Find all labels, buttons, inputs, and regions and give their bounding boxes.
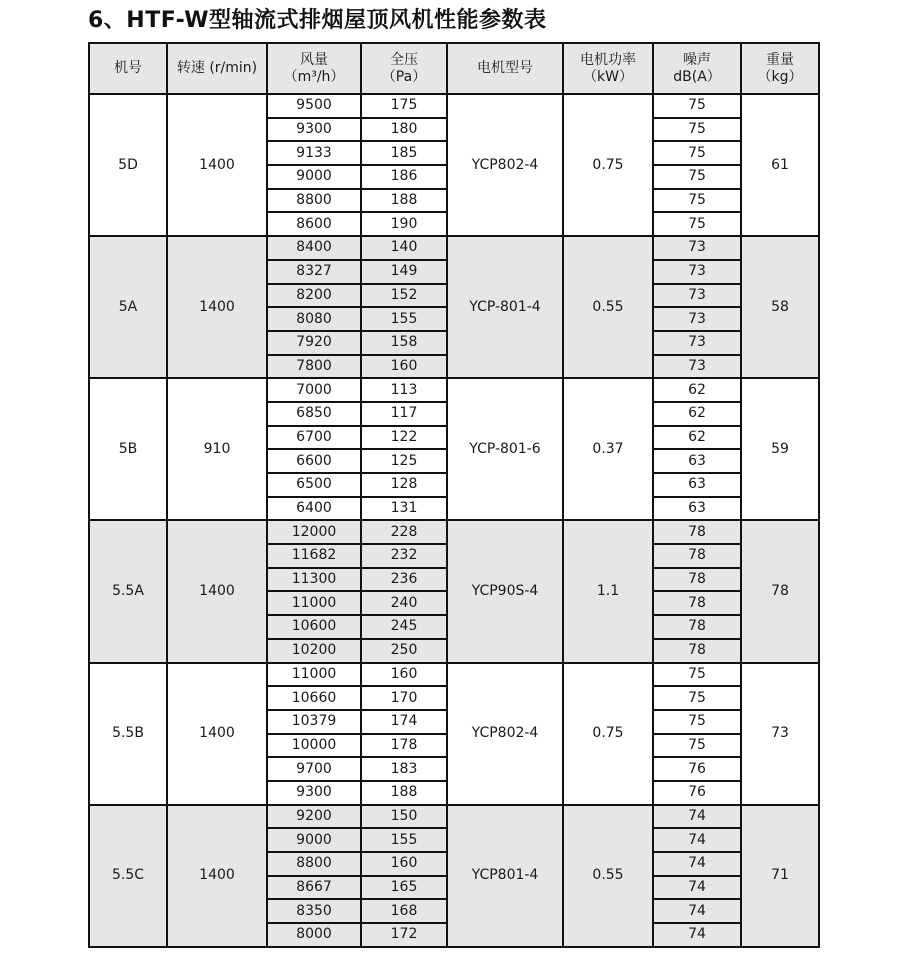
noise-cell: 78 [653, 520, 741, 544]
airflow-cell: 11682 [267, 544, 361, 568]
speed-cell: 1400 [167, 520, 267, 662]
airflow-cell: 12000 [267, 520, 361, 544]
pressure-cell: 250 [361, 639, 447, 663]
noise-cell: 73 [653, 331, 741, 355]
weight-cell: 73 [741, 663, 819, 805]
noise-cell: 75 [653, 212, 741, 236]
noise-cell: 62 [653, 426, 741, 450]
model-cell: 5.5A [89, 520, 167, 662]
noise-cell: 73 [653, 236, 741, 260]
airflow-cell: 10600 [267, 615, 361, 639]
header-noise: 噪声 dB(A） [653, 43, 741, 94]
noise-cell: 63 [653, 473, 741, 497]
table-row [89, 663, 819, 687]
airflow-cell: 9300 [267, 118, 361, 142]
pressure-cell: 155 [361, 307, 447, 331]
airflow-cell: 9300 [267, 781, 361, 805]
pressure-cell: 160 [361, 852, 447, 876]
table-row [89, 94, 819, 118]
pressure-cell: 150 [361, 805, 447, 829]
noise-cell: 63 [653, 497, 741, 521]
header-speed: 转速 (r/min) [167, 43, 267, 94]
pressure-cell: 240 [361, 591, 447, 615]
header-weight: 重量 （kg） [741, 43, 819, 94]
airflow-cell: 9200 [267, 805, 361, 829]
model-cell: 5.5B [89, 663, 167, 805]
airflow-cell: 8800 [267, 189, 361, 213]
noise-cell: 74 [653, 805, 741, 829]
airflow-cell: 8800 [267, 852, 361, 876]
weight-cell: 78 [741, 520, 819, 662]
airflow-cell: 9700 [267, 757, 361, 781]
airflow-cell: 9500 [267, 94, 361, 118]
noise-cell: 74 [653, 828, 741, 852]
airflow-cell: 9000 [267, 828, 361, 852]
airflow-cell: 8327 [267, 260, 361, 284]
page-title: 6、HTF-W型轴流式排烟屋顶风机性能参数表 [88, 8, 547, 33]
noise-cell: 75 [653, 686, 741, 710]
weight-cell: 61 [741, 94, 819, 236]
airflow-cell: 8600 [267, 212, 361, 236]
header-row [89, 43, 819, 94]
power-cell: 0.55 [563, 236, 653, 378]
noise-cell: 62 [653, 378, 741, 402]
pressure-cell: 172 [361, 923, 447, 947]
airflow-cell: 8200 [267, 284, 361, 308]
speed-cell: 1400 [167, 663, 267, 805]
noise-cell: 78 [653, 615, 741, 639]
weight-cell: 58 [741, 236, 819, 378]
noise-cell: 78 [653, 568, 741, 592]
header-model: 机号 [89, 43, 167, 94]
pressure-cell: 186 [361, 165, 447, 189]
pressure-cell: 128 [361, 473, 447, 497]
pressure-cell: 158 [361, 331, 447, 355]
pressure-cell: 170 [361, 686, 447, 710]
power-cell: 0.37 [563, 378, 653, 520]
pressure-cell: 149 [361, 260, 447, 284]
pressure-cell: 140 [361, 236, 447, 260]
noise-cell: 74 [653, 899, 741, 923]
pressure-cell: 178 [361, 734, 447, 758]
pressure-cell: 155 [361, 828, 447, 852]
noise-cell: 75 [653, 189, 741, 213]
noise-cell: 78 [653, 639, 741, 663]
noise-cell: 76 [653, 781, 741, 805]
noise-cell: 75 [653, 734, 741, 758]
pressure-cell: 188 [361, 781, 447, 805]
speed-cell: 1400 [167, 236, 267, 378]
noise-cell: 75 [653, 710, 741, 734]
power-cell: 0.55 [563, 805, 653, 947]
pressure-cell: 152 [361, 284, 447, 308]
airflow-cell: 7920 [267, 331, 361, 355]
table-row [89, 520, 819, 544]
pressure-cell: 185 [361, 141, 447, 165]
motor-cell: YCP90S-4 [447, 520, 563, 662]
model-cell: 5.5C [89, 805, 167, 947]
noise-cell: 75 [653, 165, 741, 189]
power-cell: 0.75 [563, 94, 653, 236]
weight-cell: 59 [741, 378, 819, 520]
pressure-cell: 165 [361, 876, 447, 900]
table-row [89, 378, 819, 402]
noise-cell: 78 [653, 591, 741, 615]
noise-cell: 73 [653, 355, 741, 379]
pressure-cell: 113 [361, 378, 447, 402]
motor-cell: YCP802-4 [447, 94, 563, 236]
airflow-cell: 7800 [267, 355, 361, 379]
airflow-cell: 11000 [267, 591, 361, 615]
noise-cell: 73 [653, 307, 741, 331]
airflow-cell: 6400 [267, 497, 361, 521]
pressure-cell: 236 [361, 568, 447, 592]
pressure-cell: 160 [361, 355, 447, 379]
model-cell: 5A [89, 236, 167, 378]
pressure-cell: 180 [361, 118, 447, 142]
pressure-cell: 228 [361, 520, 447, 544]
fan-performance-table [88, 42, 820, 948]
table-row [89, 805, 819, 829]
pressure-cell: 183 [361, 757, 447, 781]
noise-cell: 75 [653, 663, 741, 687]
noise-cell: 74 [653, 923, 741, 947]
speed-cell: 910 [167, 378, 267, 520]
pressure-cell: 174 [361, 710, 447, 734]
airflow-cell: 8350 [267, 899, 361, 923]
header-power: 电机功率 （kW） [563, 43, 653, 94]
noise-cell: 73 [653, 260, 741, 284]
airflow-cell: 8080 [267, 307, 361, 331]
airflow-cell: 9000 [267, 165, 361, 189]
airflow-cell: 8000 [267, 923, 361, 947]
airflow-cell: 10379 [267, 710, 361, 734]
airflow-cell: 8667 [267, 876, 361, 900]
pressure-cell: 122 [361, 426, 447, 450]
header-pressure: 全压 （Pa） [361, 43, 447, 94]
pressure-cell: 160 [361, 663, 447, 687]
airflow-cell: 10660 [267, 686, 361, 710]
noise-cell: 75 [653, 118, 741, 142]
airflow-cell: 11300 [267, 568, 361, 592]
airflow-cell: 9133 [267, 141, 361, 165]
pressure-cell: 245 [361, 615, 447, 639]
power-cell: 1.1 [563, 520, 653, 662]
noise-cell: 76 [653, 757, 741, 781]
airflow-cell: 10200 [267, 639, 361, 663]
motor-cell: YCP-801-4 [447, 236, 563, 378]
power-cell: 0.75 [563, 663, 653, 805]
airflow-cell: 6850 [267, 402, 361, 426]
airflow-cell: 6600 [267, 449, 361, 473]
motor-cell: YCP-801-6 [447, 378, 563, 520]
noise-cell: 63 [653, 449, 741, 473]
noise-cell: 75 [653, 94, 741, 118]
table-body [89, 94, 819, 947]
airflow-cell: 6500 [267, 473, 361, 497]
airflow-cell: 10000 [267, 734, 361, 758]
airflow-cell: 6700 [267, 426, 361, 450]
pressure-cell: 190 [361, 212, 447, 236]
motor-cell: YCP801-4 [447, 805, 563, 947]
model-cell: 5D [89, 94, 167, 236]
noise-cell: 74 [653, 852, 741, 876]
pressure-cell: 117 [361, 402, 447, 426]
airflow-cell: 7000 [267, 378, 361, 402]
header-motor: 电机型号 [447, 43, 563, 94]
airflow-cell: 11000 [267, 663, 361, 687]
pressure-cell: 131 [361, 497, 447, 521]
noise-cell: 62 [653, 402, 741, 426]
speed-cell: 1400 [167, 94, 267, 236]
model-cell: 5B [89, 378, 167, 520]
noise-cell: 74 [653, 876, 741, 900]
weight-cell: 71 [741, 805, 819, 947]
noise-cell: 75 [653, 141, 741, 165]
motor-cell: YCP802-4 [447, 663, 563, 805]
noise-cell: 78 [653, 544, 741, 568]
airflow-cell: 8400 [267, 236, 361, 260]
speed-cell: 1400 [167, 805, 267, 947]
table-row [89, 236, 819, 260]
pressure-cell: 232 [361, 544, 447, 568]
pressure-cell: 168 [361, 899, 447, 923]
pressure-cell: 175 [361, 94, 447, 118]
pressure-cell: 188 [361, 189, 447, 213]
header-airflow: 风量 （m³/h） [267, 43, 361, 94]
noise-cell: 73 [653, 284, 741, 308]
pressure-cell: 125 [361, 449, 447, 473]
